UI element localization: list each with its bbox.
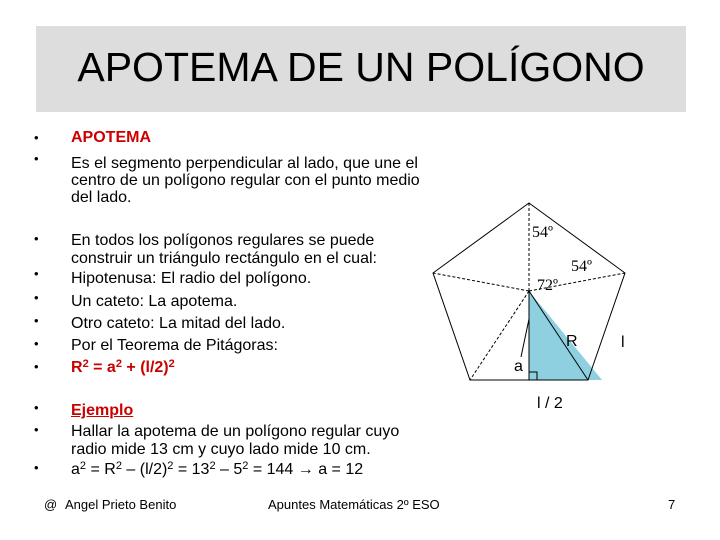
bullet: • — [34, 460, 39, 475]
definition-line-1: Es el segmento perpendicular al lado, que une el — [71, 155, 418, 172]
page-number: 7 — [668, 497, 676, 512]
slide-title: APOTEMA DE UN POLÍGONO — [77, 44, 645, 90]
example-calculation: $a^2 = R^2 - (l/2)^2 = 13^2 - 5^2 = 144 \to a = 12$ — [71, 460, 364, 478]
side-label: l — [621, 334, 625, 351]
bullet: • — [34, 336, 39, 351]
pythagoras-text: Por el Teorema de Pitágoras: — [71, 337, 278, 354]
definition-heading: APOTEMA — [71, 129, 151, 146]
right-triangle-line-2: construir un triángulo rectángulo en el cual: — [71, 250, 377, 267]
angle-top-label: 54º — [532, 224, 553, 241]
example-heading: Ejemplo — [71, 402, 134, 419]
bullet: • — [34, 313, 39, 328]
right-triangle-line-1: En todos los polígonos regulares se puede — [71, 232, 375, 249]
bullet: • — [34, 231, 39, 246]
footer-course: Apuntes Matemáticas 2º ESO — [268, 497, 440, 512]
radius-line-left — [433, 273, 529, 291]
bullet: • — [34, 290, 39, 305]
radius-label: R — [566, 333, 578, 350]
bullet: • — [34, 151, 39, 166]
bullet: • — [34, 400, 39, 415]
footer-author: Angel Prieto Benito — [65, 497, 177, 512]
bullet: • — [34, 359, 39, 374]
example-line-2: radio mide 13 cm y cuyo lado mide 10 cm. — [71, 441, 371, 458]
angle-center-label: 72º — [537, 277, 558, 294]
definition-line-2: centro de un polígono regular con el punto medio — [71, 172, 420, 189]
cathetus-2-text: Otro cateto: La mitad del lado. — [71, 315, 286, 332]
arrow-icon: → — [297, 461, 314, 478]
bullet: • — [34, 130, 39, 145]
example-line-1: Hallar la apotema de un polígono regular cuyo — [71, 423, 400, 440]
hypotenuse-text: Hipotenusa: El radio del polígono. — [71, 270, 312, 287]
pythagoras-formula: $R^2 = a^2 + (l/2)^2$ — [71, 358, 175, 376]
bullet: • — [34, 266, 39, 281]
definition-line-3: del lado. — [71, 189, 132, 206]
copyright-symbol: @ — [44, 497, 58, 512]
angle-right-label: 54º — [571, 258, 592, 275]
apothem-label: a — [514, 358, 523, 375]
leader-line-a — [521, 319, 529, 357]
bullet: • — [34, 422, 39, 437]
half-side-label: l / 2 — [537, 395, 563, 412]
cathetus-1-text: Un cateto: La apotema. — [71, 293, 238, 310]
